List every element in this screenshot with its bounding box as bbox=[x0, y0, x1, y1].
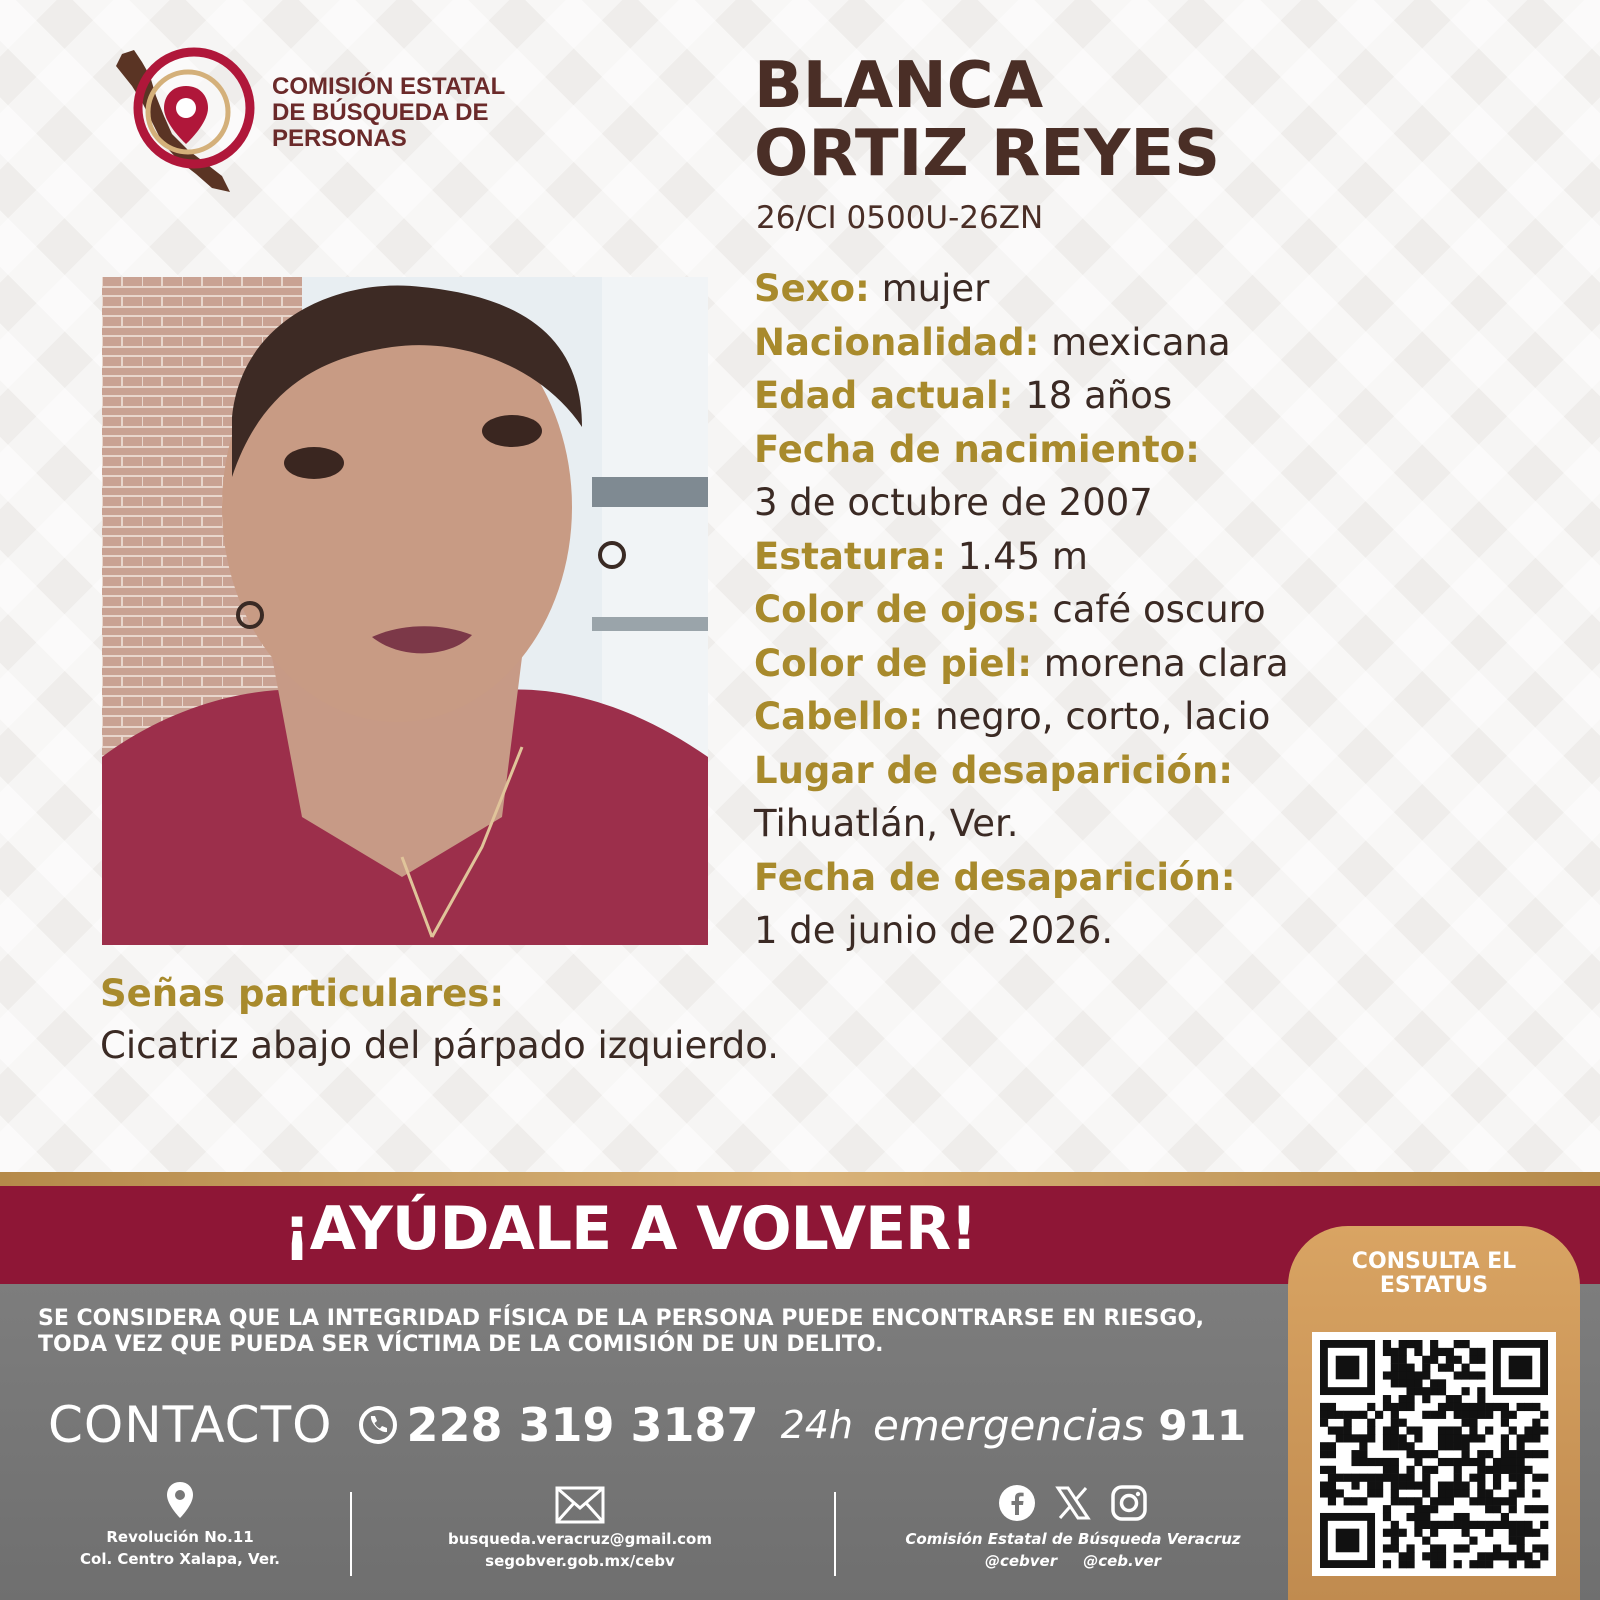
hours-label: 24h bbox=[780, 1403, 854, 1447]
birthdate-value: 3 de octubre de 2007 bbox=[754, 481, 1153, 524]
detail-row-date-value bbox=[754, 904, 1574, 958]
qr-title-line-1: CONSULTA EL bbox=[1351, 1249, 1517, 1274]
detail-row-place-value bbox=[754, 797, 1574, 851]
last-name: ORTIZ REYES bbox=[754, 117, 1221, 191]
eye-color-label: Color de ojos: bbox=[754, 588, 1041, 631]
sex-label: Sexo: bbox=[754, 267, 870, 310]
footer-divider-2 bbox=[834, 1492, 836, 1576]
nationality-value: mexicana bbox=[1051, 320, 1231, 364]
disappearance-place-label: Lugar de desaparición: bbox=[754, 748, 1234, 792]
birthdate-label: Fecha de nacimiento: bbox=[754, 427, 1200, 471]
disappearance-date-value: 1 de junio de 2026. bbox=[754, 909, 1114, 952]
age-value: 18 años bbox=[1025, 374, 1173, 417]
social-icons bbox=[878, 1484, 1268, 1522]
hair-value: negro, corto, lacio bbox=[935, 695, 1271, 738]
veracruz-map-pin-icon bbox=[112, 46, 262, 196]
contact-row bbox=[48, 1392, 1288, 1458]
height-label: Estatura: bbox=[754, 534, 946, 578]
social-account-name: Comisión Estatal de Búsqueda Veracruz bbox=[905, 1530, 1241, 1548]
logo-line-2: DE BÚSQUEDA DE bbox=[272, 99, 489, 126]
disappearance-date-label: Fecha de desaparición: bbox=[754, 855, 1236, 899]
detail-row-skin-color bbox=[754, 637, 1574, 691]
address-line-1: Revolución No.11 bbox=[106, 1528, 254, 1546]
qr-title-line-2: ESTATUS bbox=[1379, 1273, 1489, 1298]
x-icon[interactable] bbox=[1054, 1484, 1092, 1522]
detail-row-hair bbox=[754, 690, 1574, 744]
risk-line-1: SE CONSIDERA QUE LA INTEGRIDAD FÍSICA DE LA PERSONA PUEDE ENCONTRARSE EN RIESGO, bbox=[38, 1306, 1205, 1331]
qr-code[interactable] bbox=[1312, 1332, 1556, 1576]
address-block bbox=[60, 1480, 300, 1580]
skin-color-value: morena clara bbox=[1043, 641, 1289, 685]
logo-line-3: PERSONAS bbox=[272, 125, 407, 152]
height-value: 1.45 m bbox=[957, 534, 1088, 578]
detail-row-birthdate-label bbox=[754, 423, 1574, 477]
commission-name bbox=[272, 74, 505, 152]
detail-row-date-label bbox=[754, 851, 1574, 905]
person-name bbox=[754, 49, 1221, 191]
social-block bbox=[878, 1480, 1268, 1580]
location-pin-icon bbox=[165, 1480, 195, 1520]
detail-row-eye-color bbox=[754, 583, 1574, 637]
qr-code-graphic bbox=[1312, 1332, 1556, 1576]
commission-logo bbox=[112, 46, 532, 196]
risk-notice bbox=[38, 1306, 1278, 1358]
nationality-label: Nacionalidad: bbox=[754, 320, 1040, 364]
emergency-number[interactable]: 911 bbox=[1158, 1400, 1247, 1450]
person-details bbox=[754, 262, 1574, 958]
website-url[interactable]: segobver.gob.mx/cebv bbox=[485, 1552, 675, 1570]
phone-icon bbox=[358, 1405, 398, 1445]
emergency-label: emergencias bbox=[873, 1400, 1145, 1450]
instagram-icon[interactable] bbox=[1110, 1484, 1148, 1522]
detail-row-age bbox=[754, 369, 1574, 423]
first-name: BLANCA bbox=[754, 49, 1044, 123]
detail-row-height bbox=[754, 530, 1574, 584]
distinguishing-marks-label: Señas particulares: bbox=[100, 972, 505, 1015]
detail-row-birthdate-value bbox=[754, 476, 1574, 530]
detail-row-nationality bbox=[754, 316, 1574, 370]
eye-color-value: café oscuro bbox=[1052, 588, 1266, 631]
email-block bbox=[420, 1480, 740, 1580]
social-handles[interactable]: @cebver @ceb.ver bbox=[984, 1552, 1162, 1570]
skin-color-label: Color de piel: bbox=[754, 641, 1033, 685]
envelope-icon bbox=[555, 1486, 605, 1524]
case-id: 26/CI 0500U-26ZN bbox=[756, 200, 1044, 236]
logo-line-1: COMISIÓN ESTATAL bbox=[272, 73, 506, 100]
distinguishing-marks-value: Cicatriz abajo del párpado izquierdo. bbox=[100, 1024, 780, 1067]
distinguishing-marks bbox=[100, 968, 779, 1072]
qr-title bbox=[1288, 1250, 1580, 1298]
detail-row-sex bbox=[754, 262, 1574, 316]
hair-label: Cabello: bbox=[754, 695, 924, 738]
detail-row-place-label bbox=[754, 744, 1574, 798]
contact-label: CONTACTO bbox=[48, 1396, 333, 1454]
gold-divider bbox=[0, 1172, 1600, 1186]
person-photo bbox=[102, 277, 708, 945]
banner-title: ¡AYÚDALE A VOLVER! bbox=[283, 1194, 977, 1264]
sex-value: mujer bbox=[881, 267, 990, 310]
address-line-2: Col. Centro Xalapa, Ver. bbox=[80, 1550, 280, 1568]
disappearance-place-value: Tihuatlán, Ver. bbox=[754, 802, 1019, 845]
risk-line-2: TODA VEZ QUE PUEDA SER VÍCTIMA DE LA COMISIÓN DE UN DELITO. bbox=[38, 1332, 884, 1357]
contact-phone[interactable]: 228 319 3187 bbox=[406, 1398, 759, 1452]
footer-divider-1 bbox=[350, 1492, 352, 1576]
facebook-icon[interactable] bbox=[998, 1484, 1036, 1522]
age-label: Edad actual: bbox=[754, 374, 1014, 417]
email-address[interactable]: busqueda.veracruz@gmail.com bbox=[448, 1530, 712, 1548]
